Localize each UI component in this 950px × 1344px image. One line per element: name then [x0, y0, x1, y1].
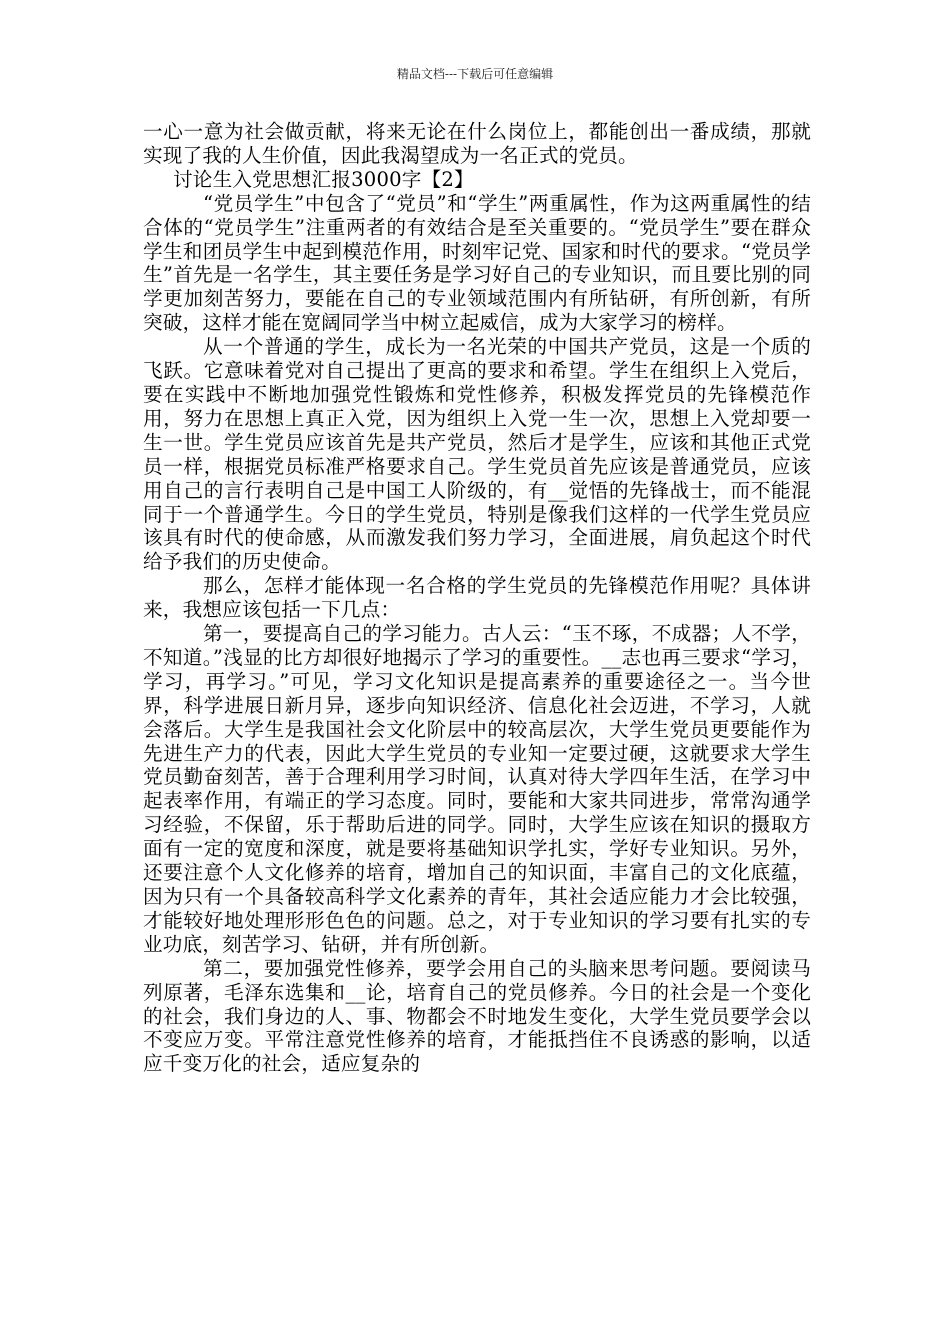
section-heading: 讨论生入党思想汇报3000字【2】 — [173, 167, 474, 191]
paragraph: 从一个普通的学生，成长为一名光荣的中国共产党员，这是一个质的飞跃。它意味着党对自己提出了更高的要求和希望。学生在组织上入党后，要在实践中不断地加强党性锻炼和党性修养，积极发挥党员的先锋模范作用，努力在思想上真正入党，因为组织上入党一生一次，思想上入党却要一生一世。学生党员应该首先是共产党员，然后才是学生，应该和其他正式党员一样，根据党员标准严格要求自己。学生党员首先应该是普通党员，应该用自己的言行表明自己是中国工人阶级的，有__觉悟的先锋战士，而不能混同于一个普通学生。今日的学生党员，特别是像我们这样的一代学生党员应该具有时代的使命感，从而激发我们努力学习，全面进展，肩负起这个时代给予我们的历史使命。 — [143, 335, 811, 574]
document-body — [143, 120, 811, 1076]
paragraph-continuation: 一心一意为社会做贡献，将来无论在什么岗位上，都能创出一番成绩，那就实现了我的人生价值，因此我渴望成为一名正式的党员。 — [143, 120, 811, 167]
header-note: 精品文档---下载后可任意编辑 — [396, 67, 554, 81]
paragraph: 第一，要提高自己的学习能力。古人云：“玉不琢，不成器；人不学，不知道。”浅显的比方却很好地揭示了学习的重要性。__志也再三要求“学习，学习，再学习。”可见，学习文化知识是提高素养的重要途径之一。当今世界，科学进展日新月异，逐步向知识经济、信息化社会迈进，不学习，人就会落后。大学生是我国社会文化阶层中的较高层次，大学生党员更要能作为先进生产力的代表，因此大学生党员的专业知一定要过硬，这就要求大学生党员勤奋刻苦，善于合理利用学习时间，认真对待大学四年生活，在学习中起表率作用，有端正的学习态度。同时，要能和大家共同进步，常常沟通学习经验，不保留，乐于帮助后进的同学。同时，大学生应该在知识的摄取方面有一定的宽度和深度，就是要将基础知识学扎实，学好专业知识。另外，还要注意个人文化修养的培育，增加自己的知识面，丰富自己的文化底蕴，因为只有一个具备较高科学文化素养的青年，其社会适应能力才会比较强，才能较好地处理形形色色的问题。总之，对于专业知识的学习要有扎实的专业功底，刻苦学习、钻研，并有所创新。 — [143, 622, 811, 956]
paragraph: “党员学生”中包含了“党员”和“学生”两重属性，作为这两重属性的结合体的“党员学生”注重两者的有效结合是至关重要的。“党员学生”要在群众学生和团员学生中起到模范作用，时刻牢记党、国家和时代的要求。“党员学生”首先是一名学生，其主要任务是学习好自己的专业知识，而且要比别的同学更加刻苦努力，要能在自己的专业领域范围内有所钻研，有所创新，有所突破，这样才能在宽阔同学当中树立起威信，成为大家学习的榜样。 — [143, 191, 811, 335]
paragraph: 第二，要加强党性修养，要学会用自己的头脑来思考问题。要阅读马列原著，毛泽东选集和__论，培育自己的党员修养。今日的社会是一个变化的社会，我们身边的人、事、物都会不时地发生变化，大学生党员要学会以不变应万变。平常注意党性修养的培育，才能抵挡住不良诱惑的影响，以适应千变万化的社会，适应复杂的 — [143, 956, 811, 1076]
paragraph: 那么，怎样才能体现一名合格的学生党员的先锋模范作用呢？具体讲来，我想应该包括一下几点： — [143, 574, 811, 622]
